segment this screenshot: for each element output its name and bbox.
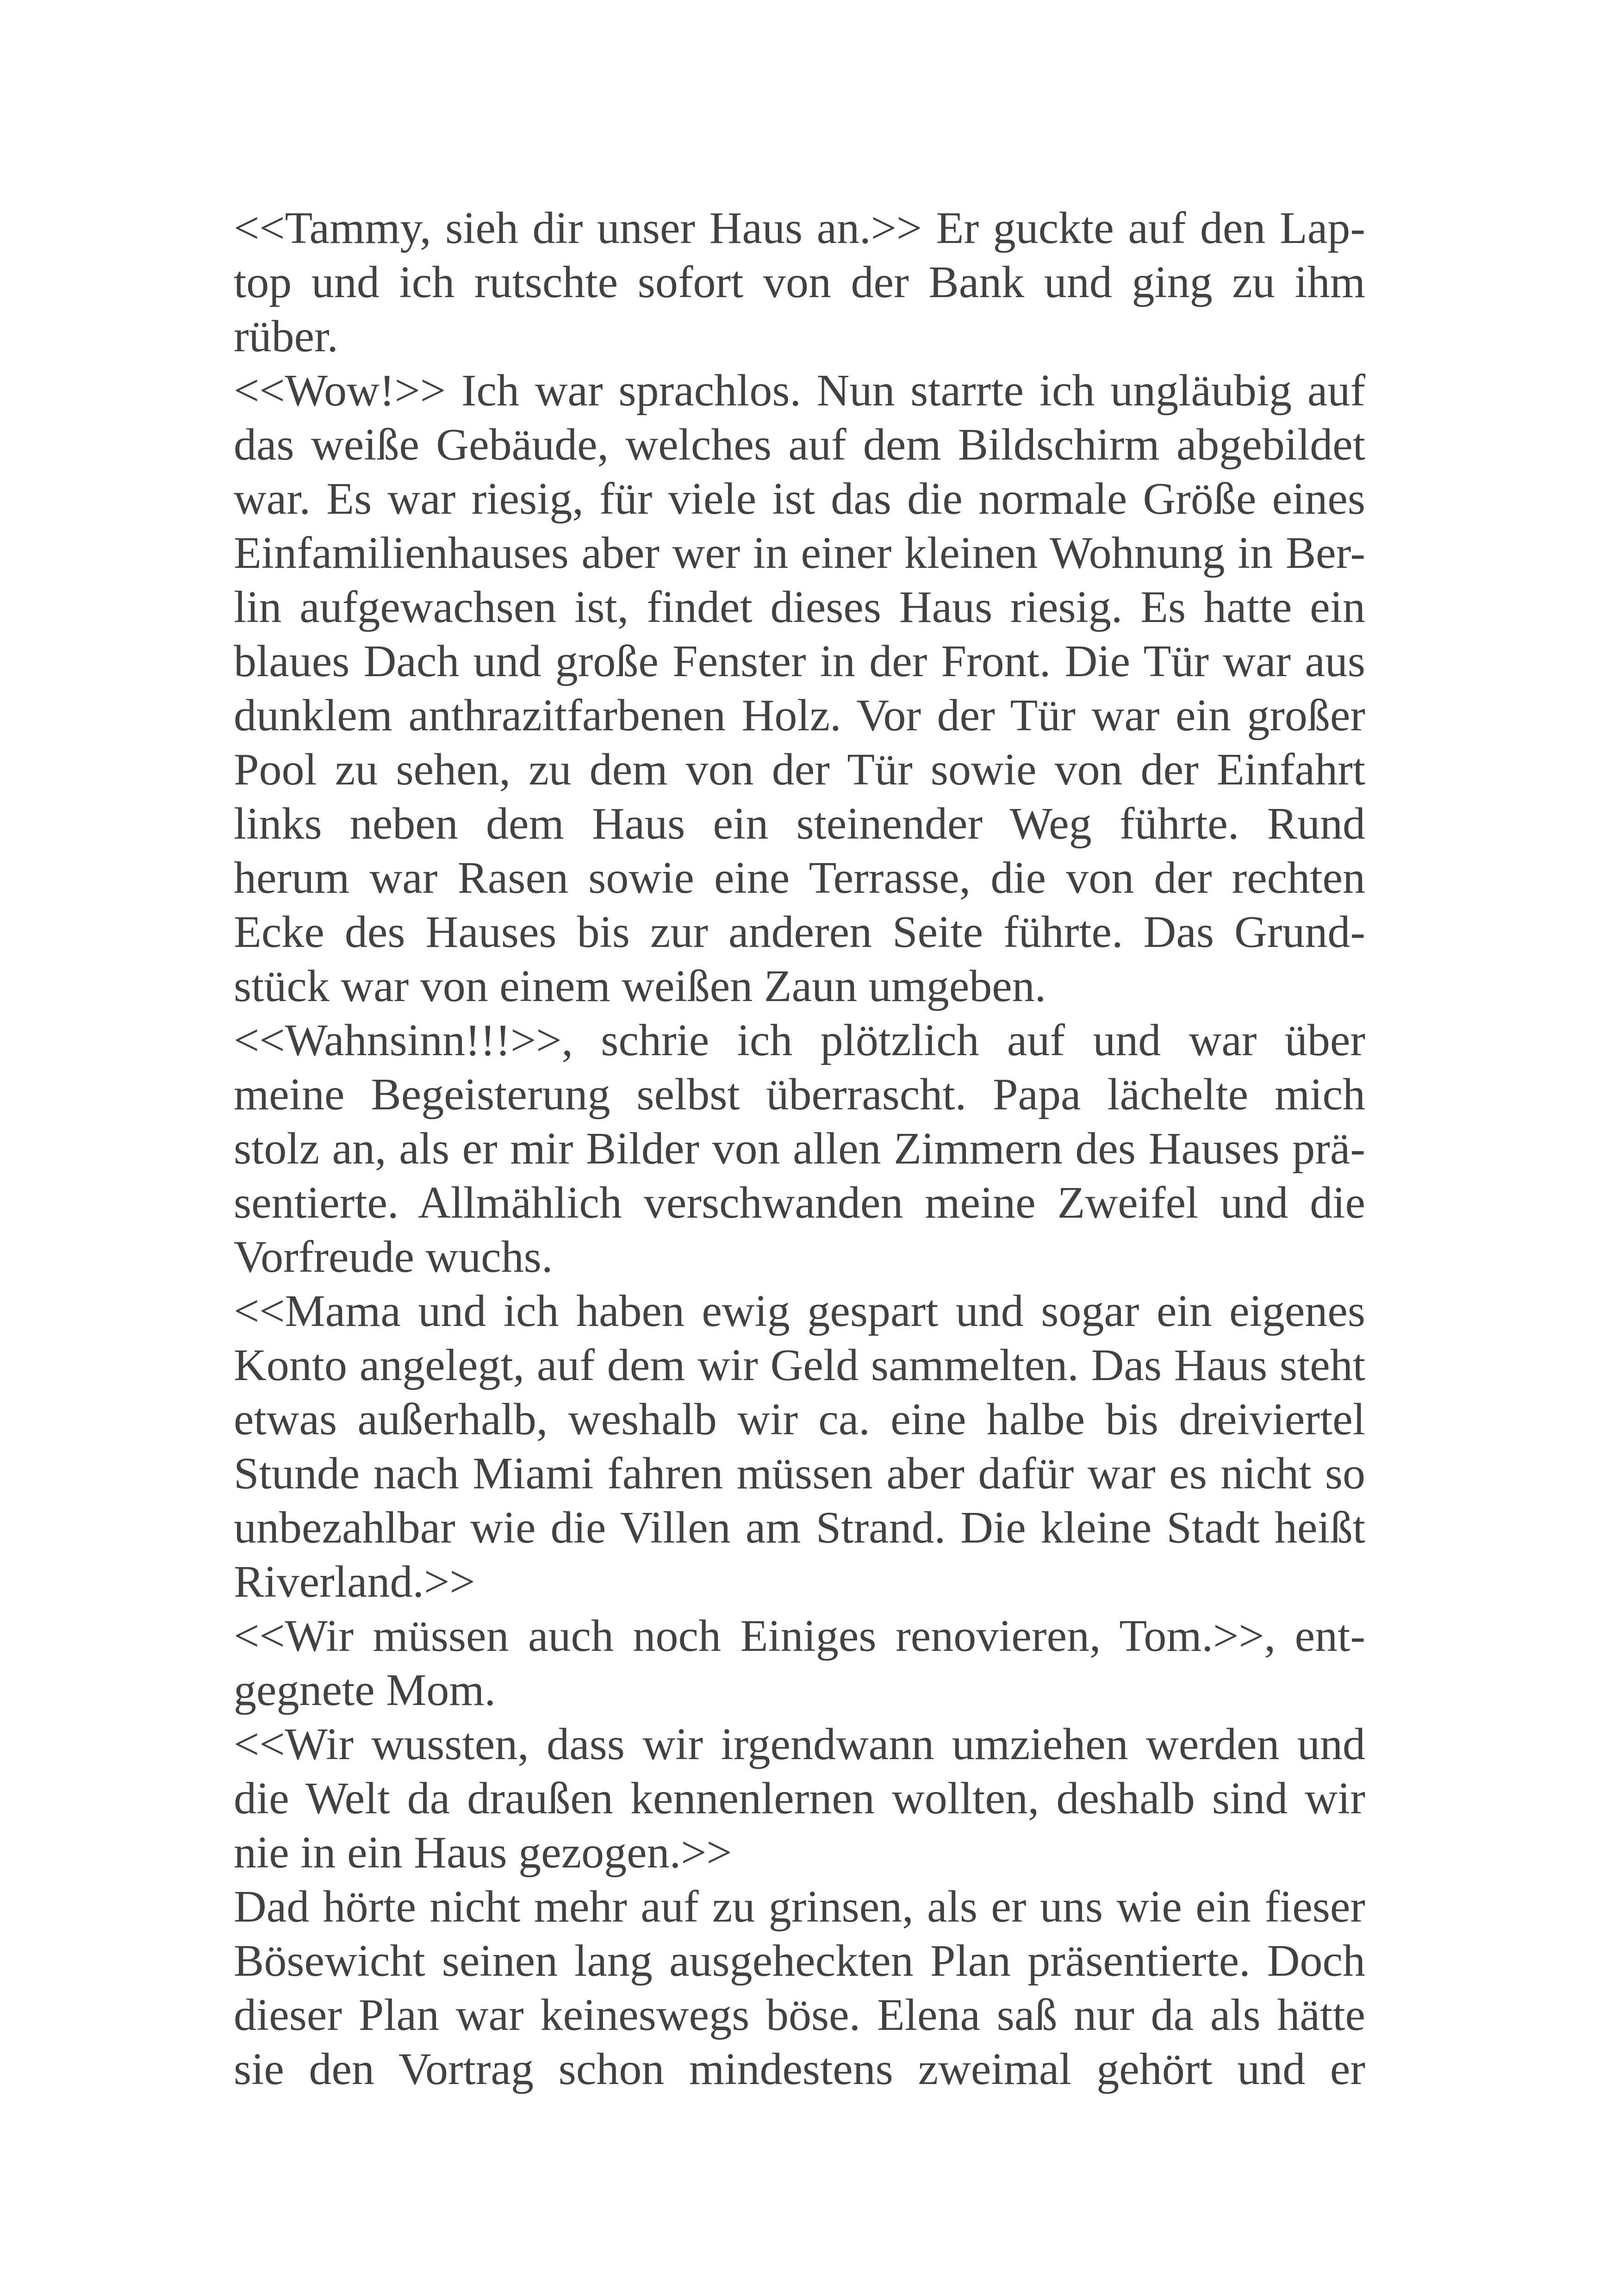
- paragraph: [234, 1284, 1365, 1609]
- text-line: rüber.: [234, 311, 338, 361]
- text-line: Pool zu sehen, zu dem von der Tür sowie von der Einfahrt: [234, 745, 1365, 795]
- paragraph: [234, 201, 1365, 364]
- text-line: sentierte. Allmählich verschwanden meine Zweifel und die: [234, 1178, 1365, 1228]
- text-line: dunklem anthrazitfarbenen Holz. Vor der Tür war ein großer: [234, 691, 1365, 740]
- text-line: <<Wow!>> Ich war sprachlos. Nun starrte ich ungläubig auf: [234, 366, 1365, 416]
- text-line: Ecke des Hauses bis zur anderen Seite führte. Das Grund-: [234, 907, 1365, 957]
- text-line: Bösewicht seinen lang ausgeheckten Plan präsentierte. Doch: [234, 1936, 1365, 1986]
- text-line: nie in ein Haus gezogen.>>: [234, 1828, 732, 1878]
- text-line: dieser Plan war keineswegs böse. Elena saß nur da als hätte: [234, 1990, 1365, 2040]
- text-line: Einfamilienhauses aber wer in einer kleinen Wohnung in Ber-: [234, 528, 1365, 578]
- text-line: das weiße Gebäude, welches auf dem Bildschirm abgebildet: [234, 420, 1365, 470]
- text-line: blaues Dach und große Fenster in der Front. Die Tür war aus: [234, 636, 1365, 686]
- text-line: Vorfreude wuchs.: [234, 1232, 553, 1282]
- text-line: sie den Vortrag schon mindestens zweimal gehört und er: [234, 2044, 1365, 2094]
- text-line: Konto angelegt, auf dem wir Geld sammelten. Das Haus steht: [234, 1340, 1365, 1390]
- paragraph: [234, 1014, 1365, 1284]
- text-line: etwas außerhalb, weshalb wir ca. eine halbe bis dreiviertel: [234, 1394, 1365, 1444]
- text-line: die Welt da draußen kennenlernen wollten, deshalb sind wir: [234, 1773, 1365, 1823]
- text-line: Riverland.>>: [234, 1557, 475, 1607]
- text-line: <<Mama und ich haben ewig gespart und sogar ein eigenes: [234, 1286, 1365, 1336]
- text-line: Dad hörte nicht mehr auf zu grinsen, als er uns wie ein fieser: [234, 1882, 1365, 1932]
- page-text: [234, 201, 1365, 2097]
- text-line: war. Es war riesig, für viele ist das die normale Größe eines: [234, 474, 1365, 524]
- text-line: herum war Rasen sowie eine Terrasse, die von der rechten: [234, 853, 1365, 903]
- text-line: <<Wir wussten, dass wir irgendwann umziehen werden und: [234, 1719, 1365, 1769]
- text-line: <<Wahnsinn!!!>>, schrie ich plötzlich auf und war über: [234, 1015, 1365, 1065]
- paragraph: [234, 1609, 1365, 1717]
- text-line: links neben dem Haus ein steinender Weg führte. Rund: [234, 799, 1365, 849]
- text-line: gegnete Mom.: [234, 1665, 496, 1715]
- paragraph: [234, 1880, 1365, 2097]
- text-line: Stunde nach Miami fahren müssen aber dafür war es nicht so: [234, 1449, 1365, 1499]
- text-line: meine Begeisterung selbst überrascht. Papa lächelte mich: [234, 1070, 1365, 1120]
- text-line: unbezahlbar wie die Villen am Strand. Die kleine Stadt heißt: [234, 1503, 1365, 1553]
- text-line: lin aufgewachsen ist, findet dieses Haus riesig. Es hatte ein: [234, 582, 1365, 632]
- paragraph: [234, 1717, 1365, 1880]
- text-line: stolz an, als er mir Bilder von allen Zimmern des Hauses prä-: [234, 1124, 1365, 1174]
- paragraph: [234, 364, 1365, 1014]
- text-line: top und ich rutschte sofort von der Bank und ging zu ihm: [234, 257, 1365, 307]
- text-line: <<Wir müssen auch noch Einiges renovieren, Tom.>>, ent-: [234, 1611, 1365, 1661]
- text-line: stück war von einem weißen Zaun umgeben.: [234, 961, 1046, 1011]
- text-line: <<Tammy, sieh dir unser Haus an.>> Er guckte auf den Lap-: [234, 203, 1365, 253]
